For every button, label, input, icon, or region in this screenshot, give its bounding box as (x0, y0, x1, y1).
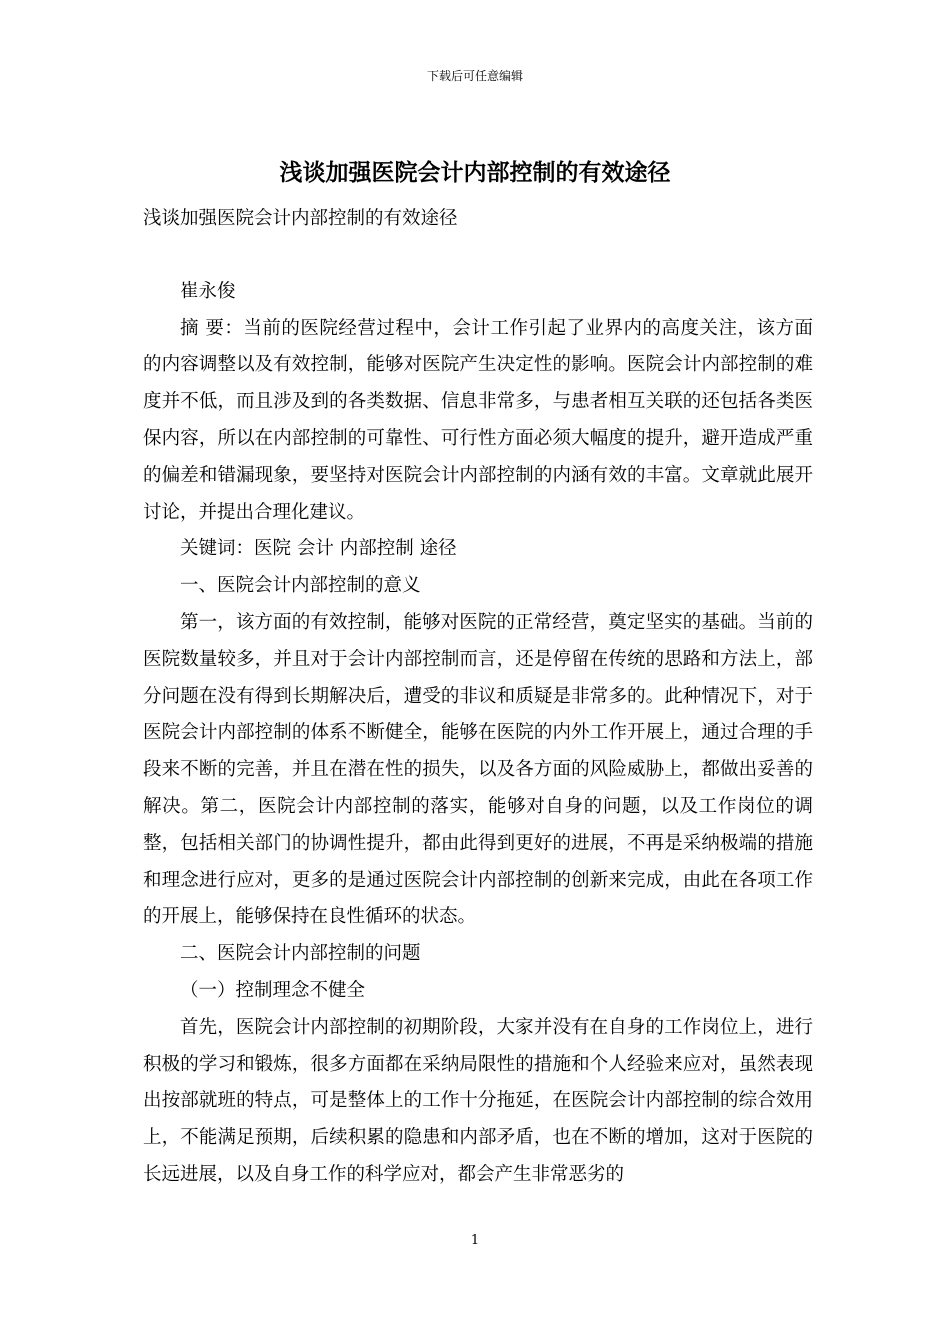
blank-line (143, 238, 813, 274)
section-heading-1: 一、医院会计内部控制的意义 (180, 575, 421, 597)
author-name: 崔永俊 (180, 280, 236, 302)
document-subtitle: 浅谈加强医院会计内部控制的有效途径 (143, 208, 458, 229)
subsection-heading-1: （一）控制理念不健全 (180, 979, 366, 1001)
section-1-paragraph: 第一，该方面的有效控制，能够对医院的正常经营，奠定坚实的基础。当前的医院数量较多，并且对于会计内部控制而言，还是停留在传统的思路和方法上，部分问题在没有得到长期解决后，遭受的非议和质疑是非常多的。此种情况下，对于医院会计内部控制的体系不断健全，能够在医院的内外工作开展上，通过合理的手段来不断的完善，并且在潜在性的损失，以及各方面的风险威胁上，都做出妥善的解决。第二，医院会计内部控制的落实，能够对自身的问题，以及工作岗位的调整，包括相关部门的协调性提升，都由此得到更好的进展，不再是采纳极端的措施和理念进行应对，更多的是通过医院会计内部控制的创新来完成，由此在各项工作的开展上，能够保持在良性循环的状态。 (143, 611, 813, 928)
page-header-note: 下载后可任意编辑 (426, 69, 523, 83)
document-title: 浅谈加强医院会计内部控制的有效途径 (279, 159, 671, 186)
subsection-1-paragraph: 首先，医院会计内部控制的初期阶段，大家并没有在自身的工作岗位上，进行积极的学习和锻炼，很多方面都在采纳局限性的措施和个人经验来应对，虽然表现出按部就班的特点，可是整体上的工作十分拖延，在医院会计内部控制的综合效用上，不能满足预期，后续积累的隐患和内部矛盾，也在不断的增加，这对于医院的长远进展，以及自身工作的科学应对，都会产生非常恶劣的 (143, 1016, 813, 1185)
abstract-paragraph: 摘 要：当前的医院经营过程中，会计工作引起了业界内的高度关注，该方面的内容调整以及有效控制，能够对医院产生决定性的影响。医院会计内部控制的难度并不低，而且涉及到的各类数据、信息非常多，与患者相互关联的还包括各类医保内容，所以在内部控制的可靠性、可行性方面必须大幅度的提升，避开造成严重的偏差和错漏现象，要坚持对医院会计内部控制的内涵有效的丰富。文章就此展开讨论，并提出合理化建议。 (143, 317, 813, 523)
keywords-line: 关键词：医院 会计 内部控制 途径 (180, 538, 457, 560)
document-body (143, 201, 813, 1194)
page-number: 1 (470, 1233, 480, 1248)
section-heading-2: 二、医院会计内部控制的问题 (180, 943, 421, 965)
